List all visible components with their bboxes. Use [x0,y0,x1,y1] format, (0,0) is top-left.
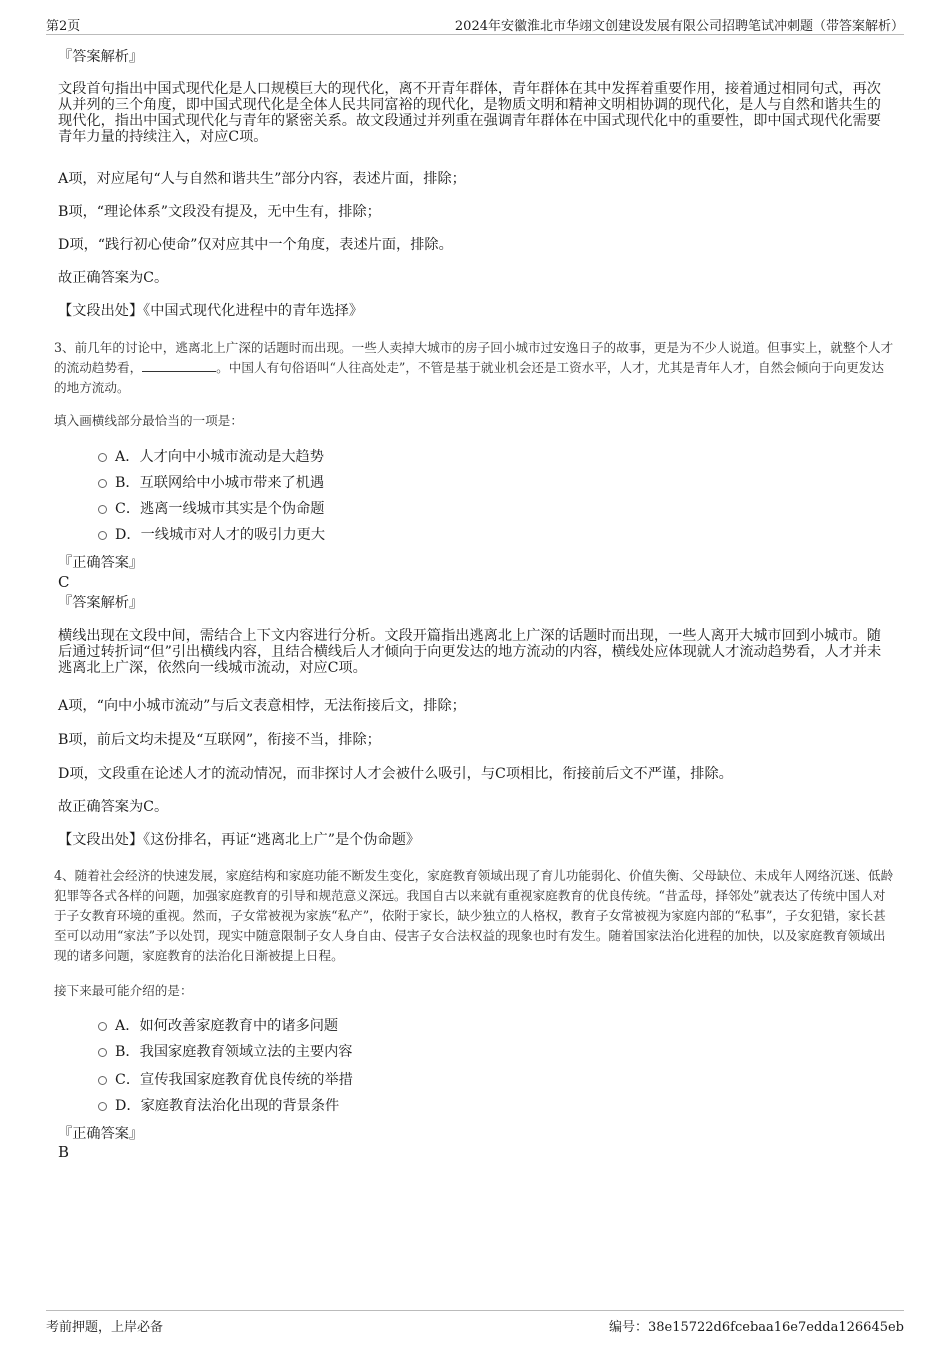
analysis-text: 文段首句指出中国式现代化是人口规模巨大的现代化，离不开青年群体，青年群体在其中发挥着重要作用，接着通过相同句式，再次从并列的三个角度，即中国式现代化是全体人民共同富裕的现代化，是物质文明和精神文明相协调的现代化，是人与自然和谐共生的现代化，指出中国式现代化与青年的紧密关系。故文段通过并列重在强调青年群体在中国式现代化中的重要性，即中国式现代化需要青年力量的持续注入，对应C项。 [58,81,881,145]
answer-label: 『正确答案』 [58,1126,144,1142]
footer-slogan: 考前押题，上岸必备 [46,1320,164,1335]
analysis-label: 『答案解析』 [58,49,144,65]
radio-icon[interactable] [98,1076,107,1085]
q4-option-a[interactable]: A．如何改善家庭教育中的诸多问题 [98,1017,338,1035]
option-a-analysis: A项，“向中小城市流动”与后文表意相悖，无法衔接后文，排除； [58,698,466,714]
answer-label: 『正确答案』 [58,555,144,571]
q3-option-c[interactable]: C．逃离一线城市其实是个伪命题 [98,500,325,518]
option-d-analysis: D项，文段重在论述人才的流动情况，而非探讨人才会被什么吸引，与C项相比，衔接前后文不严谨，排除。 [58,766,733,782]
page-number: 第2页 [46,19,81,34]
fill-blank [142,359,216,372]
radio-icon[interactable] [98,505,107,514]
answer-value: B [58,1143,70,1161]
radio-icon[interactable] [98,531,107,540]
radio-icon[interactable] [98,1102,107,1111]
document-id: 编号：38e15722d6fcebaa16e7edda126645eb [608,1320,904,1335]
radio-icon[interactable] [98,1048,107,1057]
q4-option-c[interactable]: C．宣传我国家庭教育优良传统的举措 [98,1071,353,1089]
q3-option-b[interactable]: B．互联网给中小城市带来了机遇 [98,474,324,492]
question-3-text: 3、前几年的讨论中，逃离北上广深的话题时而出现。一些人卖掉大城市的房子回小城市过安逸日子的故事，更是为不少人说道。但事实上，就整个人才的流动趋势看， 。中国人有句俗语叫“人往高处走”，不管是基于就业机会还是工资水平，人才，尤其是青年人才，自然会倾向于向更发达的地方流动。 [54,340,894,395]
q3-option-a[interactable]: A．人才向中小城市流动是大趋势 [98,448,324,466]
q4-option-b[interactable]: B．我国家庭教育领域立法的主要内容 [98,1043,352,1061]
document-title: 2024年安徽淮北市华翊文创建设发展有限公司招聘笔试冲刺题（带答案解析） [454,19,904,34]
radio-icon[interactable] [98,453,107,462]
q3-option-d[interactable]: D．一线城市对人才的吸引力更大 [98,526,325,544]
radio-icon[interactable] [98,479,107,488]
option-b-analysis: B项，前后文均未提及“互联网”，衔接不当，排除； [58,732,381,748]
page-footer [46,1310,904,1335]
analysis-text: 横线出现在文段中间，需结合上下文内容进行分析。文段开篇指出逃离北上广深的话题时而出现，一些人离开大城市回到小城市。随后通过转折词“但”引出横线内容，且结合横线后人才倾向于向更发达的地方流动的内容，横线处应体现就人才流动趋势看，人才并未逃离北上广深，依然向一线城市流动，对应C项。 [58,628,882,676]
option-a-analysis: A项，对应尾句“人与自然和谐共生”部分内容，表述片面，排除； [58,171,466,187]
answer-value: C [58,573,70,591]
source: 【文段出处】《这份排名，再证“逃离北上广”是个伪命题》 [58,832,421,848]
question-4-text: 4、随着社会经济的快速发展，家庭结构和家庭功能不断发生变化，家庭教育领域出现了育儿功能弱化、价值失衡、父母缺位、未成年人网络沉迷、低龄犯罪等各式各样的问题，加强家庭教育的引导和规范意义深远。我国自古以来就有重视家庭教育的优良传统。“昔孟母，择邻处”就表达了传统中国人对于子女教育环境的重视。然而，子女常被视为家族“私产”，依附于家长，缺少独立的人格权，教育子女常被视为家庭内部的“私事”，子女犯错，家长甚至可以动用“家法”予以处罚，现实中随意限制子女人身自由、侵害子女合法权益的现象也时有发生。随着国家法治化进程的加快，以及家庭教育领域出现的诸多问题，家庭教育的法治化日渐被提上日程。 [54,868,894,963]
conclusion: 故正确答案为C。 [58,270,169,286]
analysis-label: 『答案解析』 [58,595,144,611]
source: 【文段出处】《中国式现代化进程中的青年选择》 [58,303,364,319]
page-header [46,14,904,35]
question-4-prompt: 接下来最可能介绍的是： [54,983,193,998]
option-d-analysis: D项，“践行初心使命”仅对应其中一个角度，表述片面，排除。 [58,237,453,253]
conclusion: 故正确答案为C。 [58,799,169,815]
question-3-prompt: 填入画横线部分最恰当的一项是： [54,413,243,428]
radio-icon[interactable] [98,1022,107,1031]
q4-option-d[interactable]: D．家庭教育法治化出现的背景条件 [98,1097,339,1115]
option-b-analysis: B项，“理论体系”文段没有提及，无中生有，排除； [58,204,381,220]
